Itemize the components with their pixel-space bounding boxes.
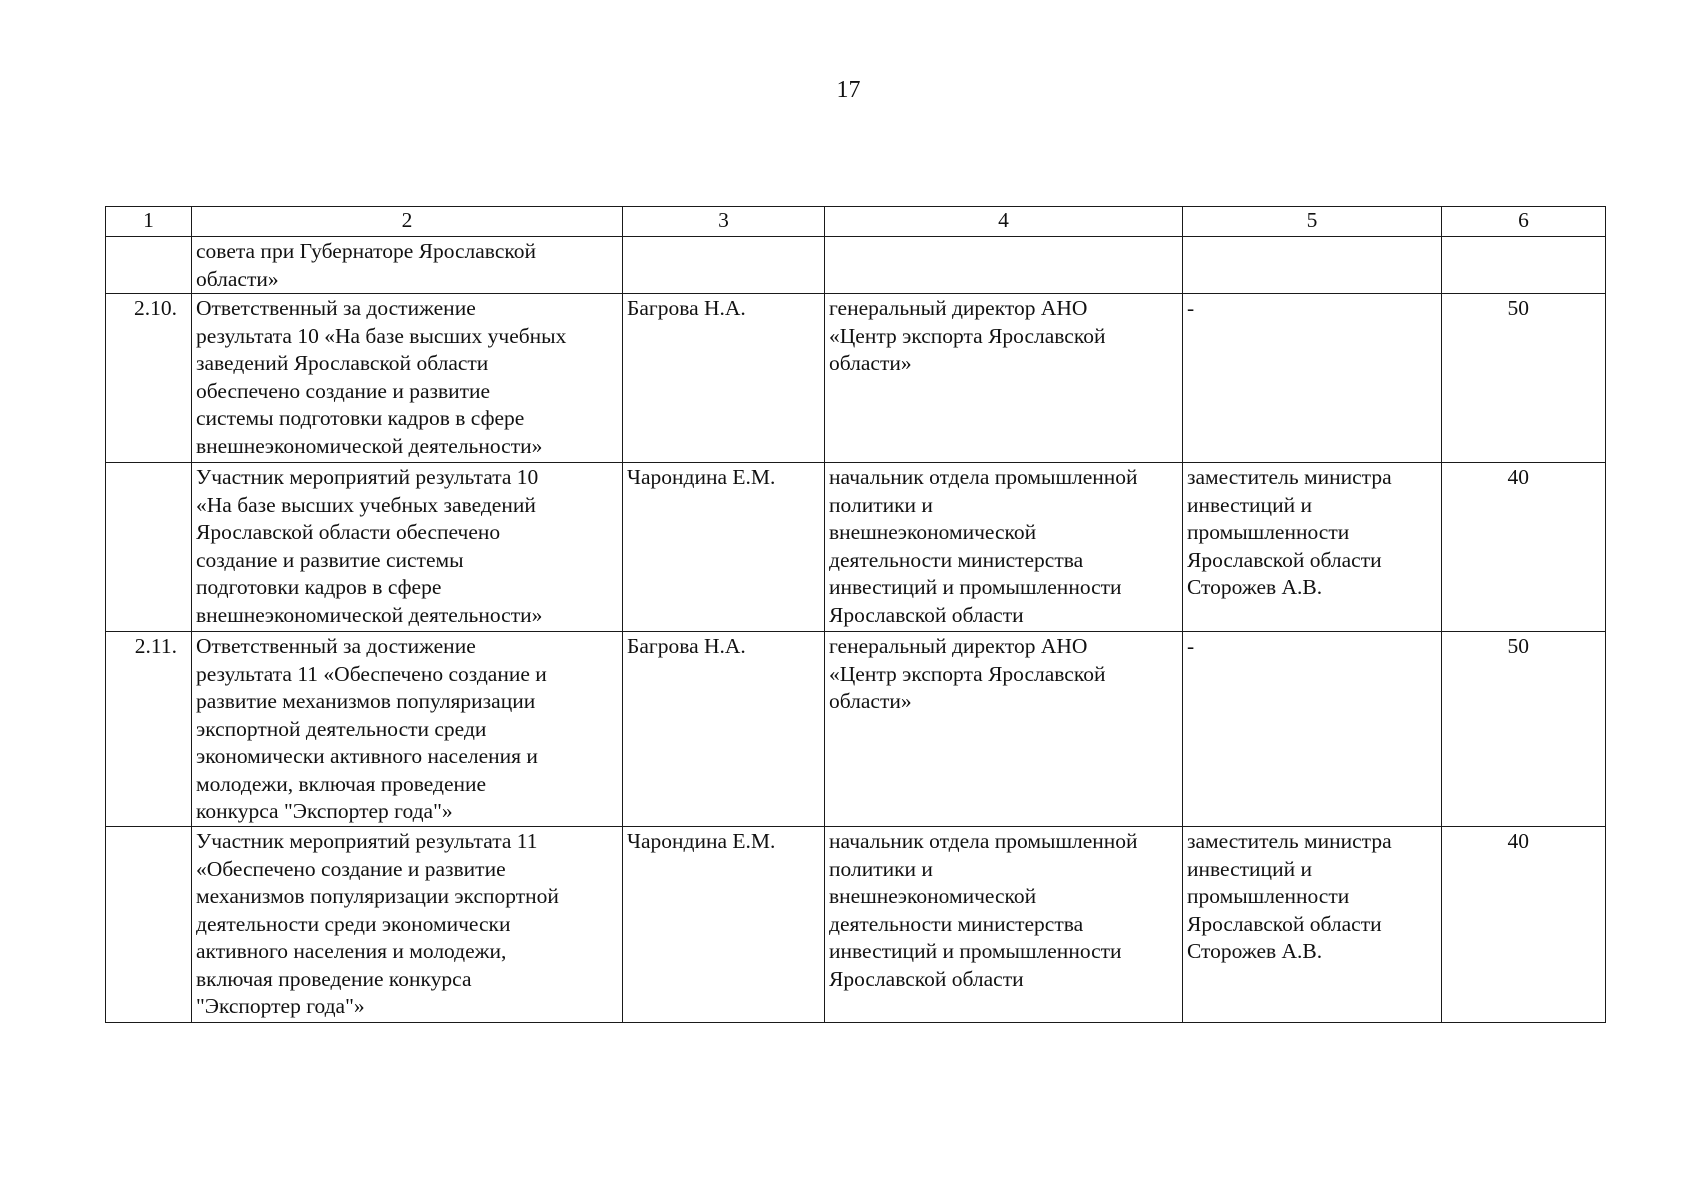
row-number xyxy=(106,237,192,294)
column-number-1: 1 xyxy=(106,207,192,237)
table-row xyxy=(106,237,1606,294)
role-description: Ответственный за достижение результата 11 «Обеспечено создание и развитие механизмов популяризации экспортной деятельности среди экономически активного населения и молодежи, включая проведение конкурса "Экспортер года"» xyxy=(192,632,623,827)
table-header-row xyxy=(106,207,1606,237)
page-number: 17 xyxy=(836,77,861,103)
position: начальник отдела промышленной политики и внешнеэкономической деятельности министерства инвестиций и промышленности Ярославской области xyxy=(825,827,1183,1023)
share-value: 40 xyxy=(1442,463,1606,632)
share-value: 50 xyxy=(1442,294,1606,463)
column-number-4: 4 xyxy=(825,207,1183,237)
row-number: 2.11. xyxy=(106,632,192,827)
row-number: 2.10. xyxy=(106,294,192,463)
supervisor: - xyxy=(1183,632,1442,827)
person-name: Багрова Н.А. xyxy=(623,294,825,463)
table-row xyxy=(106,463,1606,632)
person-name: Чарондина Е.М. xyxy=(623,827,825,1023)
position: генеральный директор АНО «Центр экспорта Ярославской области» xyxy=(825,632,1183,827)
row-number xyxy=(106,827,192,1023)
row-number xyxy=(106,463,192,632)
column-number-2: 2 xyxy=(192,207,623,237)
role-description: Ответственный за достижение результата 10 «На базе высших учебных заведений Ярославской области обеспечено создание и развитие системы подготовки кадров в сфере внешнеэкономической деятельности» xyxy=(192,294,623,463)
responsibility-table xyxy=(105,206,1606,1023)
column-number-3: 3 xyxy=(623,207,825,237)
column-number-6: 6 xyxy=(1442,207,1606,237)
person-name xyxy=(623,237,825,294)
role-description: совета при Губернаторе Ярославской области» xyxy=(192,237,623,294)
person-name: Чарондина Е.М. xyxy=(623,463,825,632)
position: генеральный директор АНО «Центр экспорта Ярославской области» xyxy=(825,294,1183,463)
table-row xyxy=(106,827,1606,1023)
supervisor: - xyxy=(1183,294,1442,463)
role-description: Участник мероприятий результата 11 «Обеспечено создание и развитие механизмов популяризации экспортной деятельности среди экономически активного населения и молодежи, включая проведение конкурса "Экспортер года"» xyxy=(192,827,623,1023)
share-value: 50 xyxy=(1442,632,1606,827)
table-row xyxy=(106,294,1606,463)
table-row xyxy=(106,632,1606,827)
supervisor: заместитель министра инвестиций и промышленности Ярославской области Сторожев А.В. xyxy=(1183,463,1442,632)
share-value: 40 xyxy=(1442,827,1606,1023)
column-number-5: 5 xyxy=(1183,207,1442,237)
role-description: Участник мероприятий результата 10 «На базе высших учебных заведений Ярославской области обеспечено создание и развитие системы подготовки кадров в сфере внешнеэкономической деятельности» xyxy=(192,463,623,632)
share-value xyxy=(1442,237,1606,294)
supervisor: заместитель министра инвестиций и промышленности Ярославской области Сторожев А.В. xyxy=(1183,827,1442,1023)
person-name: Багрова Н.А. xyxy=(623,632,825,827)
position xyxy=(825,237,1183,294)
supervisor xyxy=(1183,237,1442,294)
position: начальник отдела промышленной политики и внешнеэкономической деятельности министерства инвестиций и промышленности Ярославской области xyxy=(825,463,1183,632)
